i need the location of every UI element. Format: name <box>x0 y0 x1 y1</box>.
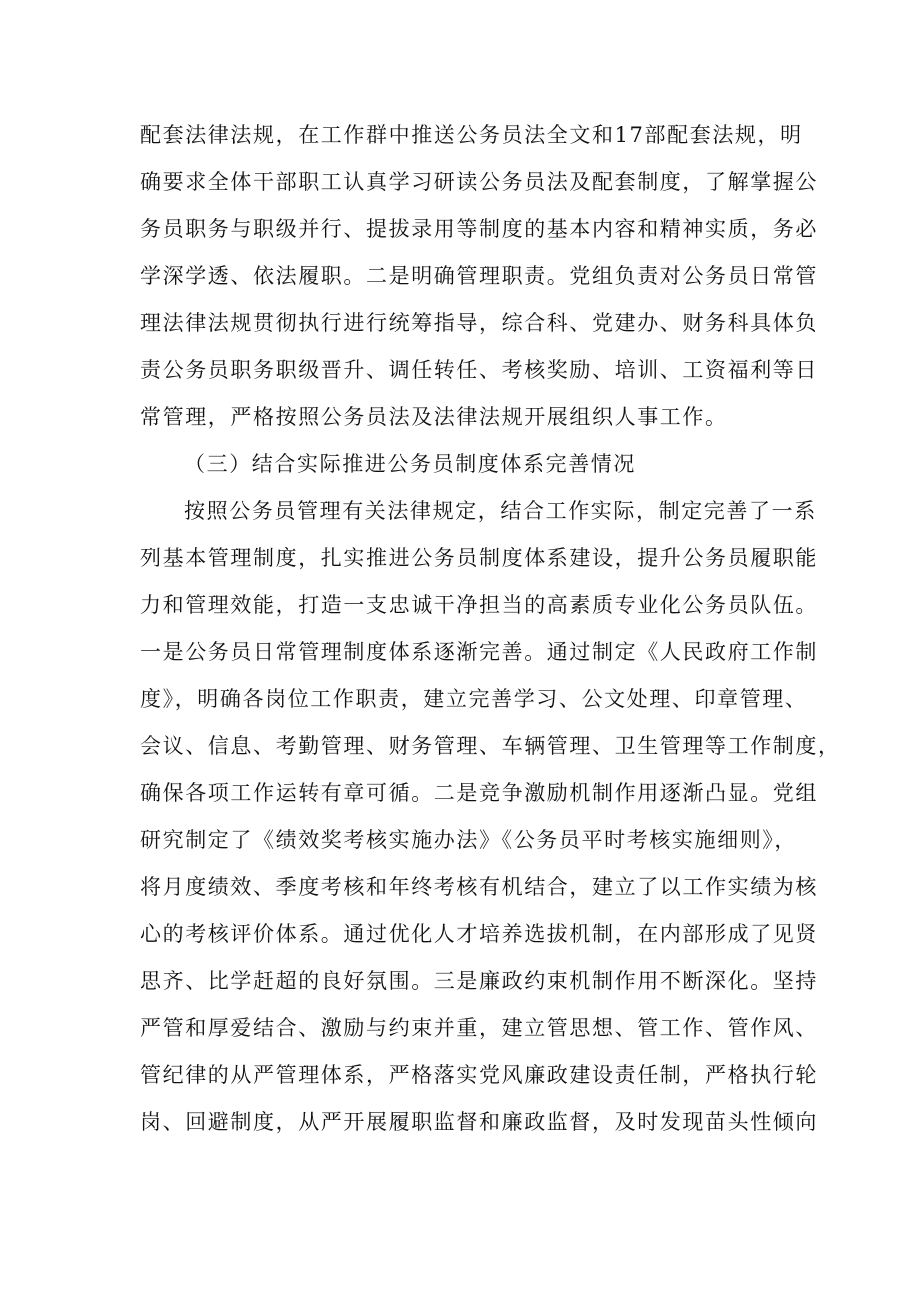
body-text-line: 配套法律法规，在工作群中推送公务员法全文和17部配套法规，明 <box>140 123 803 147</box>
body-text-line: 一是公务员日常管理制度体系逐渐完善。通过制定《人民政府工作制 <box>140 640 818 664</box>
body-text-line: 严管和厚爱结合、激励与约束并重，建立管思想、管工作、管作风、 <box>140 1016 818 1040</box>
body-text-line: 常管理，严格按照公务员法及法律法规开展组织人事工作。 <box>140 405 728 429</box>
body-text-line: 责公务员职务职级晋升、调任转任、考核奖励、培训、工资福利等日 <box>140 358 818 382</box>
body-text-line: 确保各项工作运转有章可循。二是竞争激励机制作用逐渐凸显。党组 <box>140 781 818 805</box>
body-text-line: 会议、信息、考勤管理、财务管理、车辆管理、卫生管理等工作制度， <box>140 734 841 758</box>
body-text-line: 思齐、比学赶超的良好氛围。三是廉政约束机制作用不断深化。坚持 <box>140 969 818 993</box>
body-text-line: 研究制定了《绩效奖考核实施办法》《公务员平时考核实施细则》， <box>140 828 797 852</box>
body-text-line: 按照公务员管理有关法律规定，结合工作实际，制定完善了一系 <box>184 499 817 523</box>
body-text-line: 管纪律的从严管理体系，严格落实党风廉政建设责任制，严格执行轮 <box>140 1063 818 1087</box>
body-text-line: 理法律法规贯彻执行进行统筹指导，综合科、党建办、财务科具体负 <box>140 311 818 335</box>
body-text-line: 确要求全体干部职工认真学习研读公务员法及配套制度，了解掌握公 <box>140 170 818 194</box>
body-text-line: 列基本管理制度，扎实推进公务员制度体系建设，提升公务员履职能 <box>140 546 818 570</box>
body-text-line: 务员职务与职级并行、提拔录用等制度的基本内容和精神实质，务必 <box>140 217 818 241</box>
body-text-line: 学深学透、依法履职。二是明确管理职责。党组负责对公务员日常管 <box>140 264 818 288</box>
body-text-line: 力和管理效能，打造一支忠诚干净担当的高素质专业化公务员队伍。 <box>140 593 818 617</box>
body-text-line: 心的考核评价体系。通过优化人才培养选拔机制，在内部形成了见贤 <box>140 922 818 946</box>
body-text-line: 将月度绩效、季度考核和年终考核有机结合，建立了以工作实绩为核 <box>140 875 818 899</box>
body-text-line: 岗、回避制度，从严开展履职监督和廉政监督，及时发现苗头性倾向 <box>140 1110 818 1134</box>
section-heading: （三）结合实际推进公务员制度体系完善情况 <box>184 452 636 476</box>
document-body <box>140 112 841 1146</box>
body-text-line: 度》，明确各岗位工作职责，建立完善学习、公文处理、印章管理、 <box>140 687 808 711</box>
